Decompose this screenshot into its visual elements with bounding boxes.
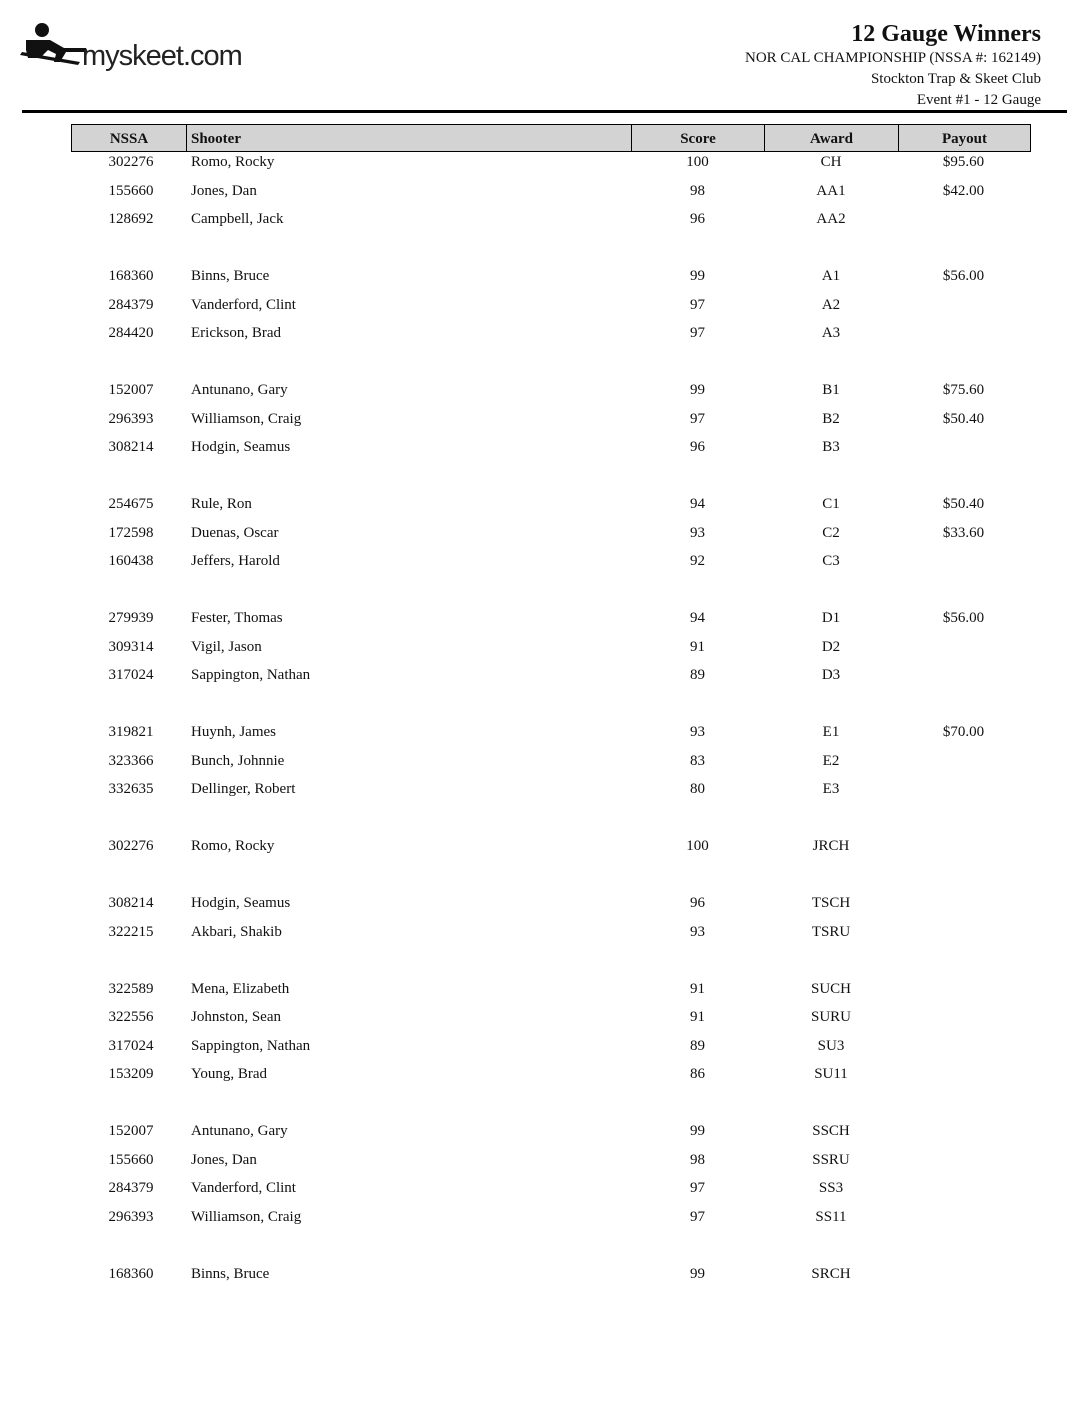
shooter-cell: Binns, Bruce xyxy=(191,268,270,284)
payout-cell: $95.60 xyxy=(942,154,985,170)
nssa-cell: 284379 xyxy=(108,296,154,313)
award-cell: SS11 xyxy=(815,1208,847,1225)
column-header-shooter: Shooter xyxy=(187,125,632,151)
nssa-cell: 152007 xyxy=(108,382,154,398)
shooter-cell: Rule, Ron xyxy=(191,496,252,512)
table-row xyxy=(71,323,1031,352)
table-row xyxy=(71,893,1031,922)
table-row xyxy=(71,295,1031,324)
award-cell: C1 xyxy=(822,496,840,512)
score-cell: 100 xyxy=(686,838,709,854)
payout-cell: $70.00 xyxy=(942,724,985,740)
award-group xyxy=(71,979,1031,1093)
award-group xyxy=(71,1264,1031,1293)
shooter-cell: Akbari, Shakib xyxy=(191,923,282,940)
nssa-cell: 302276 xyxy=(108,838,154,854)
award-cell: A3 xyxy=(821,325,841,341)
award-cell: SSCH xyxy=(812,1123,850,1139)
score-cell: 99 xyxy=(690,382,705,398)
column-header-nssa: NSSA xyxy=(72,125,187,151)
payout-cell: $56.00 xyxy=(942,610,985,626)
nssa-cell: 309314 xyxy=(108,638,154,655)
award-cell: B1 xyxy=(822,382,840,398)
score-cell: 98 xyxy=(690,182,705,199)
payout-cell: $50.40 xyxy=(942,496,985,512)
nssa-cell: 308214 xyxy=(108,439,154,455)
payout-cell: $50.40 xyxy=(942,410,985,427)
award-cell: E1 xyxy=(822,724,840,740)
award-group xyxy=(71,266,1031,352)
column-header-payout: Payout xyxy=(942,131,987,147)
nssa-cell: 317024 xyxy=(108,1037,154,1054)
nssa-cell: 302276 xyxy=(108,154,154,170)
table-row xyxy=(71,836,1031,865)
score-cell: 100 xyxy=(686,154,709,170)
award-cell: D1 xyxy=(821,610,841,626)
award-group xyxy=(71,608,1031,694)
award-cell: B2 xyxy=(822,410,840,427)
nssa-cell: 319821 xyxy=(108,724,154,740)
nssa-cell: 322215 xyxy=(108,923,154,940)
award-group xyxy=(71,722,1031,808)
award-cell: SS3 xyxy=(818,1180,844,1196)
table-row xyxy=(71,551,1031,580)
shooter-cell: Hodgin, Seamus xyxy=(191,439,291,455)
nssa-cell: 323366 xyxy=(108,752,154,769)
table-row xyxy=(71,722,1031,751)
award-cell: JRCH xyxy=(812,838,850,854)
shooter-cell: Williamson, Craig xyxy=(191,410,302,427)
payout-cell: $33.60 xyxy=(942,524,985,541)
shooter-cell: Mena, Elizabeth xyxy=(191,980,290,997)
score-cell: 80 xyxy=(690,781,705,797)
award-cell: TSRU xyxy=(811,923,851,940)
score-cell: 97 xyxy=(690,296,705,313)
award-cell: SU11 xyxy=(814,1066,848,1082)
nssa-cell: 296393 xyxy=(108,1208,154,1225)
nssa-cell: 155660 xyxy=(108,1151,154,1168)
nssa-cell: 160438 xyxy=(108,553,154,569)
shooter-cell: Hodgin, Seamus xyxy=(191,895,291,911)
nssa-cell: 172598 xyxy=(108,524,154,541)
award-cell: SURU xyxy=(810,1009,851,1025)
table-row xyxy=(71,922,1031,951)
shooter-cell: Vanderford, Clint xyxy=(191,296,296,313)
table-row xyxy=(71,665,1031,694)
table-header xyxy=(71,124,1031,152)
payout-cell: $56.00 xyxy=(942,268,985,284)
nssa-cell: 322556 xyxy=(108,1009,154,1025)
shooter-cell: Campbell, Jack xyxy=(191,211,284,227)
nssa-cell: 153209 xyxy=(108,1066,154,1082)
report-title: 12 Gauge Winners xyxy=(851,21,1041,47)
award-cell: C3 xyxy=(822,553,840,569)
table-row xyxy=(71,437,1031,466)
score-cell: 91 xyxy=(690,980,705,997)
award-cell: TSCH xyxy=(811,895,851,911)
table-row xyxy=(71,266,1031,295)
shooter-cell: Huynh, James xyxy=(191,724,276,740)
shooter-cell: Antunano, Gary xyxy=(191,382,288,398)
award-group xyxy=(71,836,1031,865)
nssa-cell: 152007 xyxy=(108,1123,154,1139)
club-name: Stockton Trap & Skeet Club xyxy=(870,71,1041,87)
score-cell: 94 xyxy=(690,610,705,626)
table-row xyxy=(71,1036,1031,1065)
award-cell: D3 xyxy=(821,667,841,683)
table-row xyxy=(71,152,1031,181)
award-cell: A1 xyxy=(821,268,841,284)
award-cell: C2 xyxy=(822,524,840,541)
nssa-cell: 296393 xyxy=(108,410,154,427)
score-cell: 94 xyxy=(690,496,705,512)
score-cell: 98 xyxy=(690,1151,705,1168)
award-group xyxy=(71,494,1031,580)
winners-table-body xyxy=(71,152,1031,1321)
shooter-cell: Jeffers, Harold xyxy=(191,553,280,569)
table-row xyxy=(71,523,1031,552)
header-divider xyxy=(22,110,1067,113)
score-cell: 97 xyxy=(690,410,705,427)
score-cell: 83 xyxy=(690,752,705,769)
award-cell: SU3 xyxy=(817,1037,845,1054)
table-row xyxy=(71,779,1031,808)
award-cell: A2 xyxy=(821,296,841,313)
score-cell: 99 xyxy=(690,1123,705,1139)
table-row xyxy=(71,1121,1031,1150)
award-cell: AA1 xyxy=(816,182,846,199)
nssa-cell: 279939 xyxy=(108,610,154,626)
score-cell: 89 xyxy=(690,1037,705,1054)
shooter-cell: Johnston, Sean xyxy=(191,1009,281,1025)
score-cell: 96 xyxy=(690,895,705,911)
nssa-cell: 284420 xyxy=(108,325,154,341)
award-cell: SRCH xyxy=(811,1265,851,1282)
table-row xyxy=(71,608,1031,637)
report-header xyxy=(745,20,1041,111)
payout-cell: $42.00 xyxy=(942,182,985,199)
shooter-cell: Dellinger, Robert xyxy=(191,781,296,797)
nssa-cell: 308214 xyxy=(108,895,154,911)
award-group xyxy=(71,893,1031,950)
column-header-award: Award xyxy=(765,125,899,151)
score-cell: 97 xyxy=(690,1180,705,1196)
award-group xyxy=(71,380,1031,466)
award-cell: B3 xyxy=(822,439,840,455)
table-row xyxy=(71,1178,1031,1207)
logo-text: myskeet.com xyxy=(82,40,242,72)
award-cell: E2 xyxy=(822,752,840,769)
shooter-cell: Antunano, Gary xyxy=(191,1123,288,1139)
table-row xyxy=(71,1150,1031,1179)
score-cell: 96 xyxy=(690,211,705,227)
shooter-cell: Jones, Dan xyxy=(191,182,257,199)
score-cell: 97 xyxy=(690,325,705,341)
shooter-cell: Bunch, Johnnie xyxy=(191,752,285,769)
shooter-cell: Williamson, Craig xyxy=(191,1208,302,1225)
shooter-cell: Vanderford, Clint xyxy=(191,1180,296,1196)
shooter-cell: Romo, Rocky xyxy=(191,154,275,170)
event-label: Event #1 - 12 Gauge xyxy=(916,92,1041,108)
nssa-cell: 168360 xyxy=(108,268,154,284)
table-row xyxy=(71,409,1031,438)
nssa-cell: 317024 xyxy=(108,667,154,683)
nssa-cell: 322589 xyxy=(108,980,154,997)
award-cell: AA2 xyxy=(816,211,846,227)
event-name: NOR CAL CHAMPIONSHIP (NSSA #: 162149) xyxy=(744,50,1041,66)
award-cell: CH xyxy=(820,154,842,170)
table-row xyxy=(71,1064,1031,1093)
nssa-cell: 128692 xyxy=(108,211,154,227)
nssa-cell: 284379 xyxy=(108,1180,154,1196)
shooter-cell: Fester, Thomas xyxy=(191,610,283,626)
score-cell: 97 xyxy=(690,1208,705,1225)
myskeet-logo xyxy=(20,18,260,78)
nssa-cell: 168360 xyxy=(108,1265,154,1282)
score-cell: 96 xyxy=(690,439,705,455)
payout-cell: $75.60 xyxy=(942,382,985,398)
score-cell: 91 xyxy=(690,1009,705,1025)
score-cell: 89 xyxy=(690,667,705,683)
table-row xyxy=(71,181,1031,210)
score-cell: 99 xyxy=(690,1265,705,1282)
table-row xyxy=(71,1007,1031,1036)
table-row xyxy=(71,1264,1031,1293)
table-row xyxy=(71,1207,1031,1236)
table-row xyxy=(71,979,1031,1008)
shooter-cell: Duenas, Oscar xyxy=(191,524,279,541)
table-row xyxy=(71,209,1031,238)
shooter-cell: Young, Brad xyxy=(191,1066,267,1082)
shooter-cell: Vigil, Jason xyxy=(191,638,262,655)
award-group xyxy=(71,152,1031,238)
shooter-cell: Erickson, Brad xyxy=(191,325,281,341)
score-cell: 93 xyxy=(690,524,705,541)
table-row xyxy=(71,380,1031,409)
score-cell: 93 xyxy=(690,724,705,740)
shooter-cell: Binns, Bruce xyxy=(191,1265,270,1282)
score-cell: 86 xyxy=(690,1066,705,1082)
score-cell: 91 xyxy=(690,638,705,655)
award-cell: SSRU xyxy=(812,1151,850,1168)
shooter-cell: Romo, Rocky xyxy=(191,838,275,854)
award-group xyxy=(71,1121,1031,1235)
shooter-cell: Jones, Dan xyxy=(191,1151,257,1168)
nssa-cell: 155660 xyxy=(108,182,154,199)
nssa-cell: 332635 xyxy=(108,781,154,797)
award-cell: D2 xyxy=(821,638,841,655)
column-header-score: Score xyxy=(632,125,765,151)
table-row xyxy=(71,637,1031,666)
award-cell: SUCH xyxy=(810,980,851,997)
score-cell: 99 xyxy=(690,268,705,284)
score-cell: 93 xyxy=(690,923,705,940)
shooter-cell: Sappington, Nathan xyxy=(191,667,311,683)
table-row xyxy=(71,751,1031,780)
nssa-cell: 254675 xyxy=(108,496,154,512)
award-cell: E3 xyxy=(822,781,840,797)
score-cell: 92 xyxy=(690,553,705,569)
table-row xyxy=(71,494,1031,523)
shooter-cell: Sappington, Nathan xyxy=(191,1037,311,1054)
